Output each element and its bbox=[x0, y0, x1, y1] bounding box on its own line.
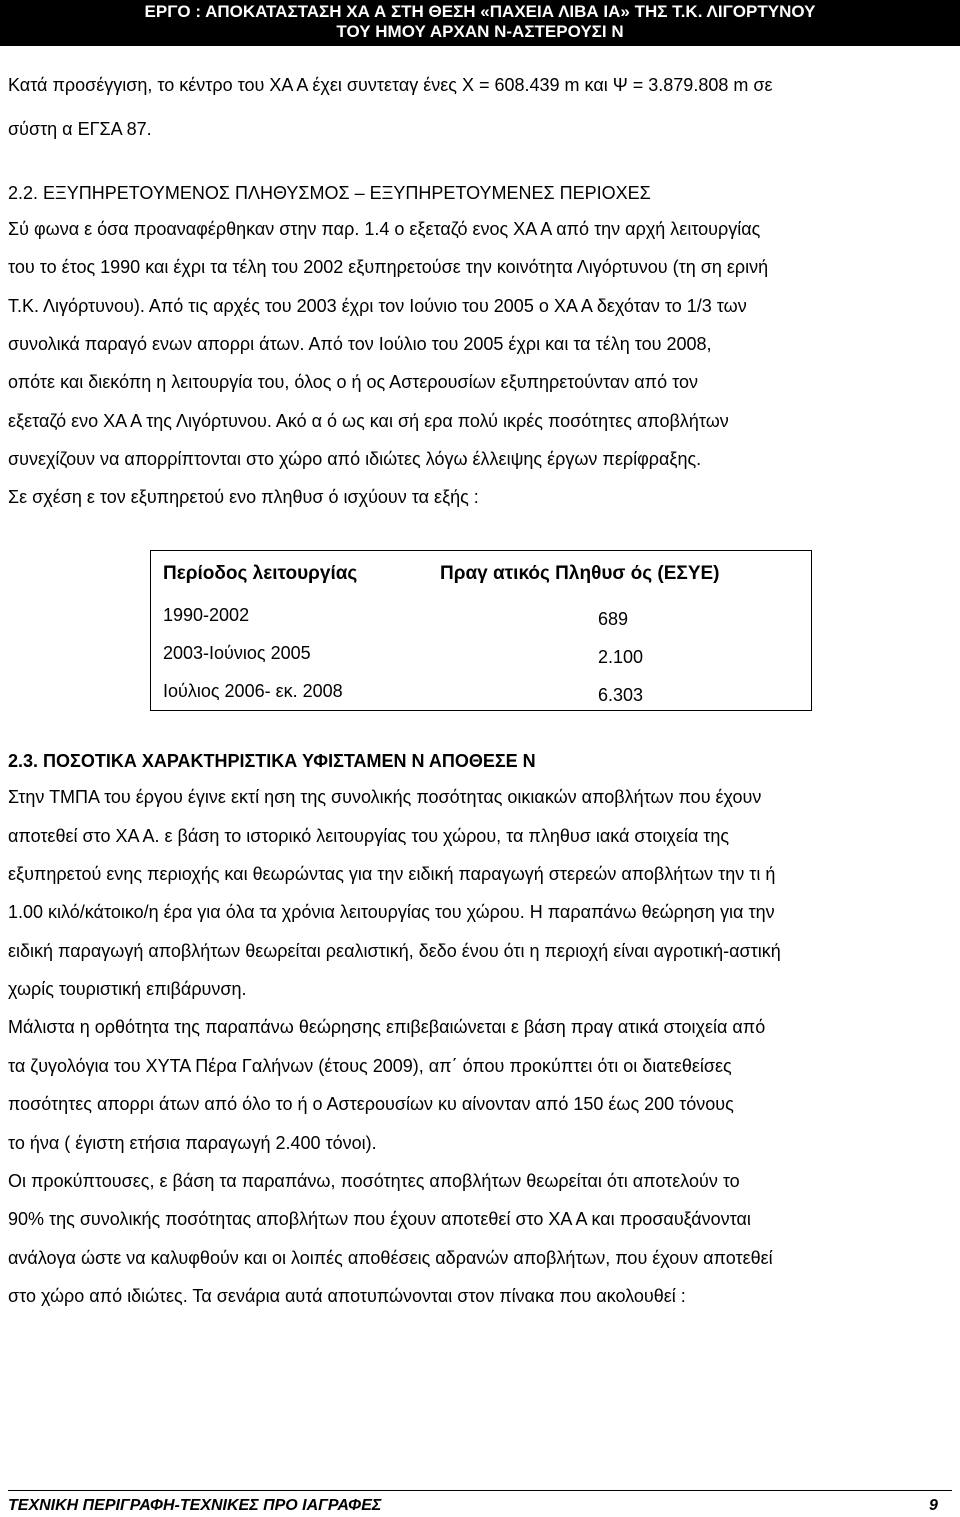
paragraph-line: 90% της συνολικής ποσότητας αποβλήτων που έχουν αποτεθεί στο ΧΑ Α και προσαυξάνονται bbox=[8, 1209, 751, 1229]
paragraph-line: τα ζυγολόγια του ΧΥΤΑ Πέρα Γαλήνων (έτους 2009), απ΄ όπου προκύπτει ότι οι διατεθείσες bbox=[8, 1056, 732, 1076]
paragraph-line: του το έτος 1990 και έχρι τα τέλη του 2002 εξυπηρετούσε την κοινότητα Λιγόρτυνου (τη ση ερινή bbox=[8, 257, 769, 277]
intro-line-1: Κατά προσέγγιση, το κέντρο του ΧΑ Α έχει συντεταγ ένες Χ = 608.439 m και Ψ = 3.879.808 m σε bbox=[8, 75, 773, 95]
header-period: Περίοδος λειτουργίας bbox=[163, 562, 358, 584]
population-table bbox=[150, 550, 812, 711]
period-cell: 2003-Ιούνιος 2005 bbox=[163, 643, 311, 663]
paragraph-line: Τ.Κ. Λιγόρτυνου). Από τις αρχές του 2003 έχρι τον Ιούνιο του 2005 ο ΧΑ Α δεχόταν το 1/3 των bbox=[8, 296, 747, 316]
period-cell: 1990-2002 bbox=[163, 605, 250, 625]
header-line-2: ΤΟΥ ΗΜΟΥ ΑΡΧΑΝ Ν-ΑΣΤΕΡΟΥΣΙ Ν bbox=[336, 22, 624, 41]
table-row bbox=[151, 635, 812, 673]
table-header-row bbox=[151, 551, 812, 597]
section-2-2-heading: 2.2. ΕΞΥΠΗΡΕΤΟΥΜΕΝΟΣ ΠΛΗΘΥΣΜΟΣ – ΕΞΥΠΗΡΕΤΟΥΜΕΝΕΣ ΠΕΡΙΟΧΕΣ bbox=[8, 183, 651, 203]
paragraph-line: συνολικά παραγό ενων απορρι άτων. Από τον Ιούλιο του 2005 έχρι και τα τέλη του 2008, bbox=[8, 334, 712, 354]
period-cell: Ιούλιος 2006- εκ. 2008 bbox=[163, 680, 343, 701]
population-cell: 6.303 bbox=[598, 684, 644, 705]
paragraph-line: ανάλογα ώστε να καλυφθούν και οι λοιπές αποθέσεις αδρανών αποβλήτων, που έχουν αποτεθεί bbox=[8, 1248, 773, 1268]
paragraph-line: οπότε και διεκόπη η λειτουργία του, όλος ο ή ος Αστερουσίων εξυπηρετούνταν από τον bbox=[8, 372, 698, 392]
page-number: 9 bbox=[929, 1497, 938, 1514]
table-row bbox=[151, 597, 812, 635]
section-2-3-heading: 2.3. ΠΟΣΟΤΙΚΑ ΧΑΡΑΚΤΗΡΙΣΤΙΚΑ ΥΦΙΣΤΑΜΕΝ Ν ΑΠΟΘΕΣΕ Ν bbox=[8, 751, 536, 771]
document-header bbox=[0, 0, 960, 46]
paragraph-line: Στην ΤΜΠΑ του έργου έγινε εκτί ηση της συνολικής ποσότητας οικιακών αποβλήτων που έχουν bbox=[8, 787, 762, 807]
paragraph-line: εξυπηρετού ενης περιοχής και θεωρώντας για την ειδική παραγωγή στερεών αποβλήτων την τι ή bbox=[8, 864, 776, 884]
population-cell: 689 bbox=[598, 609, 629, 629]
paragraph-line: Σε σχέση ε τον εξυπηρετού ενο πληθυσ ό ισχύουν τα εξής : bbox=[8, 487, 479, 507]
header-line-1: ΕΡΓΟ : ΑΠΟΚΑΤΑΣΤΑΣΗ ΧΑ Α ΣΤΗ ΘΕΣΗ «ΠΑΧΕΙΑ ΛΙΒΑ ΙΑ» ΤΗΣ Τ.Κ. ΛΙΓΟΡΤΥΝΟΥ bbox=[144, 2, 816, 21]
paragraph-line: Σύ φωνα ε όσα προαναφέρθηκαν στην παρ. 1.4 ο εξεταζό ενος ΧΑ Α από την αρχή λειτουργίας bbox=[8, 219, 761, 239]
paragraph-line: εξεταζό ενο ΧΑ Α της Λιγόρτυνου. Ακό α ό ως και σή ερα πολύ ικρές ποσότητες αποβλήτων bbox=[8, 411, 729, 431]
intro-line-2: σύστη α ΕΓΣΑ 87. bbox=[8, 119, 152, 139]
paragraph-line: χωρίς τουριστική επιβάρυνση. bbox=[8, 979, 247, 999]
population-cell: 2.100 bbox=[598, 647, 644, 667]
footer-title: ΤΕΧΝΙΚΗ ΠΕΡΙΓΡΑΦΗ-ΤΕΧΝΙΚΕΣ ΠΡΟ ΙΑΓΡΑΦΕΣ bbox=[8, 1497, 382, 1514]
table-row bbox=[151, 673, 812, 711]
footer-divider bbox=[8, 1490, 952, 1491]
paragraph-line: ποσότητες απορρι άτων από όλο το ή ο Αστερουσίων κυ αίνονταν από 150 έως 200 τόνους bbox=[8, 1094, 734, 1114]
paragraph-line: Μάλιστα η ορθότητα της παραπάνω θεώρησης επιβεβαιώνεται ε βάση πραγ ατικά στοιχεία από bbox=[8, 1017, 766, 1037]
paragraph-line: ειδική παραγωγή αποβλήτων θεωρείται ρεαλιστική, δεδο ένου ότι η περιοχή είναι αγροτική-αστική bbox=[8, 941, 781, 961]
header-population: Πραγ ατικός Πληθυσ ός (ΕΣΥΕ) bbox=[440, 562, 720, 584]
paragraph-line: αποτεθεί στο ΧΑ Α. ε βάση το ιστορικό λειτουργίας του χώρου, τα πληθυσ ιακά στοιχεία της bbox=[8, 826, 730, 846]
paragraph-line: Οι προκύπτουσες, ε βάση τα παραπάνω, ποσότητες αποβλήτων θεωρείται ότι αποτελούν το bbox=[8, 1171, 740, 1191]
paragraph-line: 1.00 κιλό/κάτοικο/η έρα για όλα τα χρόνια λειτουργίας του χώρου. Η παραπάνω θεώρηση για την bbox=[8, 902, 775, 922]
paragraph-line: το ήνα ( έγιστη ετήσια παραγωγή 2.400 τόνοι). bbox=[8, 1133, 377, 1153]
paragraph-line: στο χώρο από ιδιώτες. Τα σενάρια αυτά αποτυπώνονται στον πίνακα που ακολουθεί : bbox=[8, 1286, 686, 1306]
paragraph-line: συνεχίζουν να απορρίπτονται στο χώρο από ιδιώτες λόγω έλλειψης έργων περίφραξης. bbox=[8, 449, 702, 469]
